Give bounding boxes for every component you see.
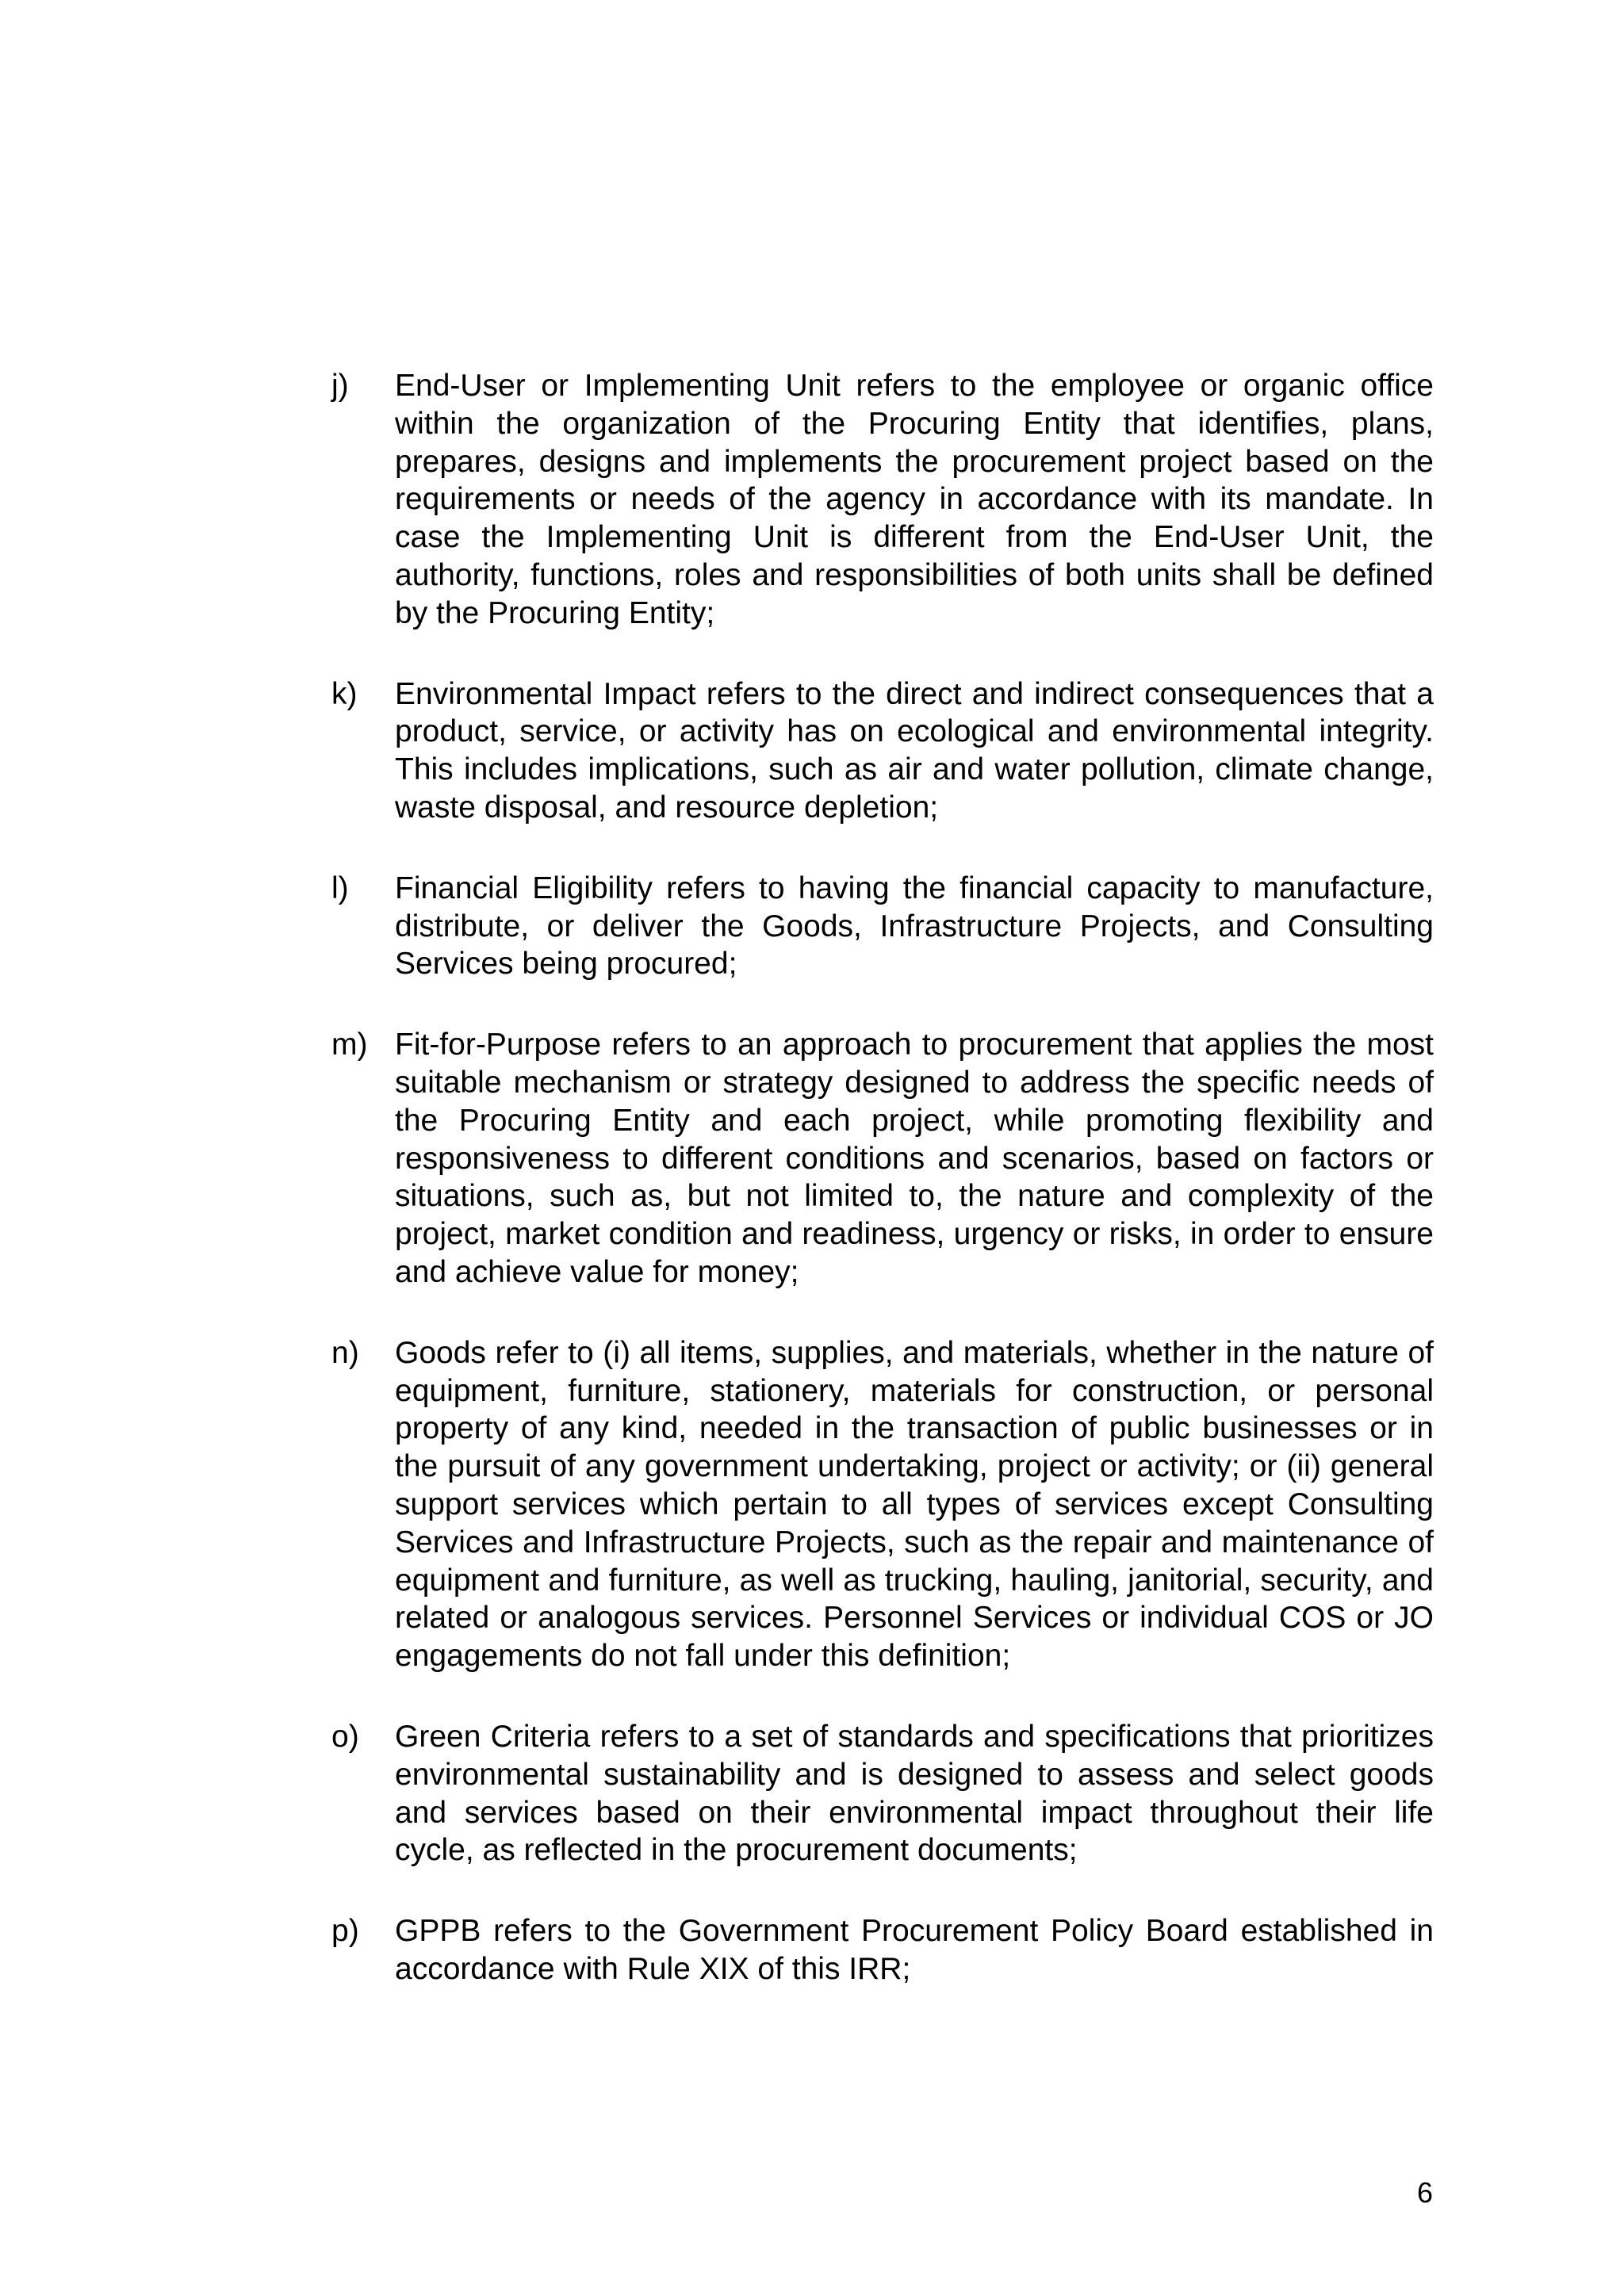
- definition-item-j: [331, 367, 1434, 633]
- definition-letter: n): [331, 1335, 359, 1370]
- definition-text: Financial Eligibility refers to having the financial capacity to manufacture, distribute, or deliver the Goods, Infrastructure Projects, and Consulting Services being procured;: [395, 871, 1434, 982]
- definition-text: Fit-for-Purpose refers to an approach to procurement that applies the most suitable mechanism or strategy designed to address the specific needs of the Procuring Entity and each project, while promoting flexibility and responsiveness to different conditions and scenarios, based on factors or situations, such as, but not limited to, the nature and complexity of the project, market condition and readiness, urgency or risks, in order to ensure and achieve value for money;: [395, 1027, 1434, 1289]
- definition-text: Environmental Impact refers to the direct and indirect consequences that a product, service, or activity has on ecological and environmental integrity. This includes implications, such as air and water pollution, climate change, waste disposal, and resource depletion;: [395, 676, 1434, 825]
- definition-text: Green Criteria refers to a set of standards and specifications that prioritizes environmental sustainability and is designed to assess and select goods and services based on their environmental impact throughout their life cycle, as reflected in the procurement documents;: [395, 1719, 1434, 1868]
- definition-letter: p): [331, 1914, 359, 1949]
- definition-letter: j): [331, 369, 349, 403]
- definition-item-o: [331, 1718, 1434, 1869]
- definition-text: End-User or Implementing Unit refers to the employee or organic office within the organization of the Procuring Entity that identifies, plans, prepares, designs and implements the procurement project based on the requirements or needs of the agency in accordance with its mandate. In case the Implementing Unit is different from the End-User Unit, the authority, functions, roles and responsibilities of both units shall be defined by the Procuring Entity;: [395, 369, 1434, 630]
- definition-letter: k): [331, 676, 358, 711]
- definition-letter: m): [331, 1027, 368, 1062]
- definition-item-p: [331, 1912, 1434, 1988]
- definition-item-k: [331, 675, 1434, 827]
- definition-item-l: [331, 870, 1434, 983]
- definition-letter: l): [331, 871, 349, 905]
- definition-item-m: [331, 1026, 1434, 1292]
- definition-text: Goods refer to (i) all items, supplies, and materials, whether in the nature of equipment, furniture, stationery, materials for construction, or personal property of any kind, needed in the transaction of public businesses or in the pursuit of any government undertaking, project or activity; or (ii) general support services which pertain to all types of services except Consulting Services and Infrastructure Projects, such as the repair and maintenance of equipment and furniture, as well as trucking, hauling, janitorial, security, and related or analogous services. Personnel Services or individual COS or JO engagements do not fall under this definition;: [395, 1335, 1434, 1674]
- page-number: 6: [1416, 2176, 1433, 2209]
- definition-text: GPPB refers to the Government Procurement Policy Board established in accordance with Rule XIX of this IRR;: [395, 1914, 1434, 1986]
- definition-item-n: [331, 1334, 1434, 1675]
- definitions-list: [331, 367, 1434, 2031]
- definition-letter: o): [331, 1719, 359, 1754]
